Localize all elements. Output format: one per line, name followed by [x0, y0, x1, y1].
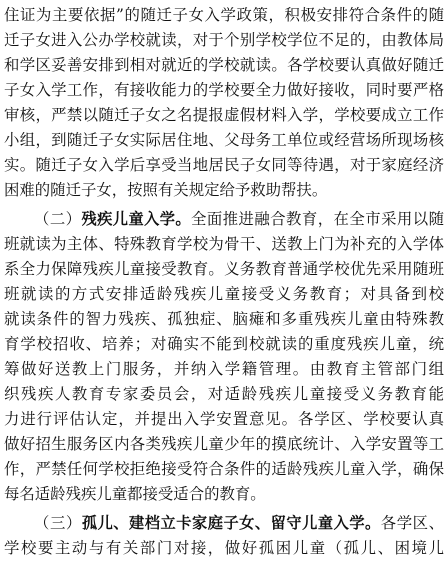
text-line: 育学校招收、培养；对确实不能到校就读的重度残疾儿童，统: [4, 335, 444, 353]
text-line: 子女入学工作，有接收能力的学校要全力做好接收，同时要严格: [4, 81, 444, 99]
text-line: 筹做好送教上门服务，并纳入学籍管理。由教育主管部门组: [4, 360, 444, 378]
text-line: 迁子女进入公办学校就读，对于个别学校学位不足的，由教体局: [4, 31, 444, 49]
text-line: 住证为主要依据”的随迁子女入学政策，积极安排符合条件的随: [4, 6, 444, 24]
paragraph-migrant-children: [4, 3, 444, 203]
heading-line: [4, 511, 444, 536]
text-line: 织残疾人教育专家委员会，对适龄残疾儿童接受义务教育能: [4, 385, 444, 403]
text-line: 系全力保障残疾儿童接受教育。义务教育普通学校优先采用随班: [4, 260, 444, 278]
section-title: 残疾儿童入学。: [81, 210, 191, 228]
text-line: 就读条件的智力残疾、孤独症、脑瘫和多重残疾儿童由特殊教: [4, 310, 444, 328]
text-span: 各学区、: [380, 514, 444, 532]
text-line: 力进行评估认定，并提出入学安置意见。各学区、学校要认真: [4, 410, 444, 428]
text-line: 班就读为主体、特殊教育学校为骨干、送教上门为补充的入学体: [4, 235, 444, 253]
text-line: 审核，严禁以随迁子女之名提报虚假材料入学，学校要成立工作: [4, 106, 444, 124]
text-line: 班就读的方式安排适龄残疾儿童接受义务教育；对具备到校: [4, 285, 444, 303]
paragraph-orphan-children: [4, 511, 444, 561]
text-line: 小组，到随迁子女实际居住地、父母务工单位或经营场所现场核: [4, 131, 444, 149]
text-line: 做好招生服务区内各类残疾儿童少年的摸底统计、入学安置等工: [4, 435, 444, 453]
text-line: 实。随迁子女入学后享受当地居民子女同等待遇，对于家庭经济: [4, 156, 444, 174]
text-line: 和学区妥善安排到相对就近的学校就读。各学校要认真做好随迁: [4, 56, 444, 74]
text-line: 学校要主动与有关部门对接，做好孤困儿童（孤儿、困境儿: [4, 539, 444, 557]
section-number: （三）: [34, 514, 82, 532]
heading-line: [4, 207, 444, 232]
text-line: 困难的随迁子女，按照有关规定给予救助帮扶。: [4, 181, 328, 199]
text-line: 每名适龄残疾儿童都接受适合的教育。: [4, 485, 266, 503]
section-number: （二）: [34, 210, 82, 228]
text-line: 作，严禁任何学校拒绝接受符合条件的适龄残疾儿童入学，确保: [4, 460, 444, 478]
paragraph-disabled-children: [4, 207, 444, 507]
section-title: 孤儿、建档立卡家庭子女、留守儿童入学。: [81, 514, 381, 532]
text-span: 全面推进融合教育，在全市采用以随: [191, 210, 444, 228]
